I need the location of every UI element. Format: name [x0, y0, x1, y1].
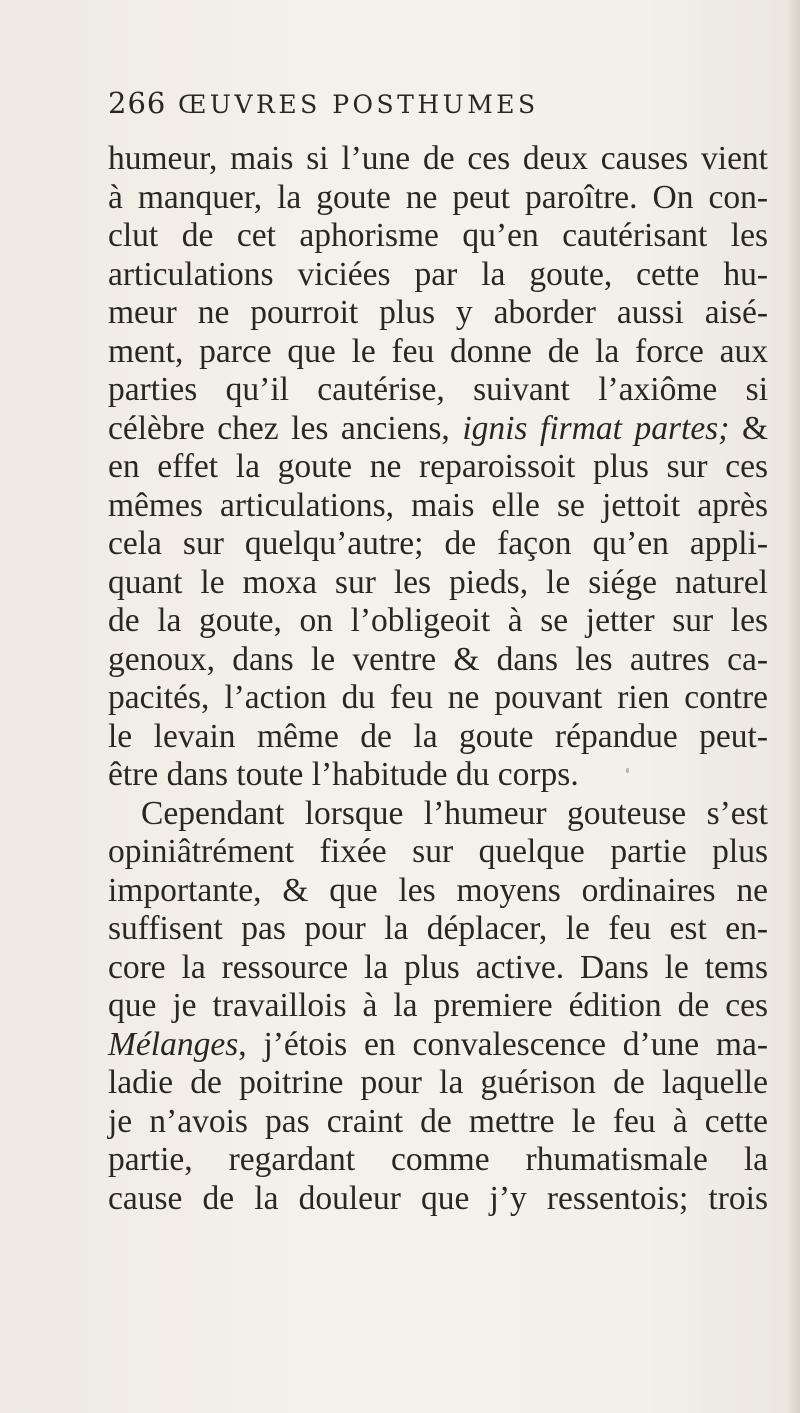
text-segment: & [729, 409, 769, 447]
page-number: 266 [108, 86, 167, 120]
text-segment: , j’étois en convalescence d’une ma- [238, 1025, 768, 1063]
text-line: en effet la goute ne reparoissoit plus sur ces [108, 448, 768, 485]
text-line [108, 410, 768, 449]
ink-speck [626, 768, 629, 773]
text-line: quant le moxa sur les pieds, le siége naturel [108, 563, 768, 601]
text-line: parties qu’il cautérise, suivant l’axiôme si [108, 371, 768, 408]
text-line: Cependant lorsque l’humeur gouteuse s’est [141, 794, 768, 832]
text-line: le levain même de la goute répandue peut- [108, 717, 768, 755]
body-text [108, 140, 768, 1218]
italic-phrase: ignis firmat partes; [462, 409, 730, 447]
text-line: cause de la douleur que j’y ressentois; trois [108, 1179, 768, 1217]
text-line: mêmes articulations, mais elle se jettoit après [108, 486, 768, 524]
text-line: importante, & que les moyens ordinaires ne [108, 871, 768, 909]
page-edge-shadow [786, 0, 800, 1413]
italic-phrase: Mélanges [108, 1025, 239, 1063]
text-line: articulations viciées par la goute, cette hu- [108, 255, 768, 293]
text-line: clut de cet aphorisme qu’en cautérisant les [108, 217, 768, 254]
text-line: ment, parce que le feu donne de la force aux [108, 332, 768, 370]
text-segment: célèbre chez les anciens, [108, 409, 463, 447]
text-line: partie, regardant comme rhumatismale la [108, 1141, 768, 1178]
text-line: core la ressource la plus active. Dans le tems [108, 948, 768, 986]
text-line: humeur, mais si l’une de ces deux causes vient [108, 140, 768, 177]
text-line: opiniâtrément fixée sur quelque partie plus [108, 833, 768, 870]
text-line: genoux, dans le ventre & dans les autres ca- [108, 640, 768, 678]
text-line: que je travaillois à la premiere édition de ces [108, 987, 768, 1024]
running-title: ŒUVRES POSTHUMES [178, 90, 539, 119]
text-line: être dans toute l’habitude du corps. [108, 756, 579, 793]
text-line: ladie de poitrine pour la guérison de laquelle [108, 1064, 768, 1101]
text-line [108, 1026, 768, 1065]
text-line: de la goute, on l’obligeoit à se jetter sur les [108, 602, 768, 639]
text-line: je n’avois pas craint de mettre le feu à cette [108, 1102, 768, 1140]
page-header [108, 86, 539, 126]
text-line: pacités, l’action du feu ne pouvant rien contre [108, 679, 768, 716]
text-line: à manquer, la goute ne peut paroître. On con- [108, 178, 768, 216]
text-line: meur ne pourroit plus y aborder aussi aisé- [108, 294, 768, 331]
text-line: cela sur quelqu’autre; de façon qu’en appli- [108, 525, 768, 562]
text-line: suffisent pas pour la déplacer, le feu est en- [108, 910, 768, 947]
